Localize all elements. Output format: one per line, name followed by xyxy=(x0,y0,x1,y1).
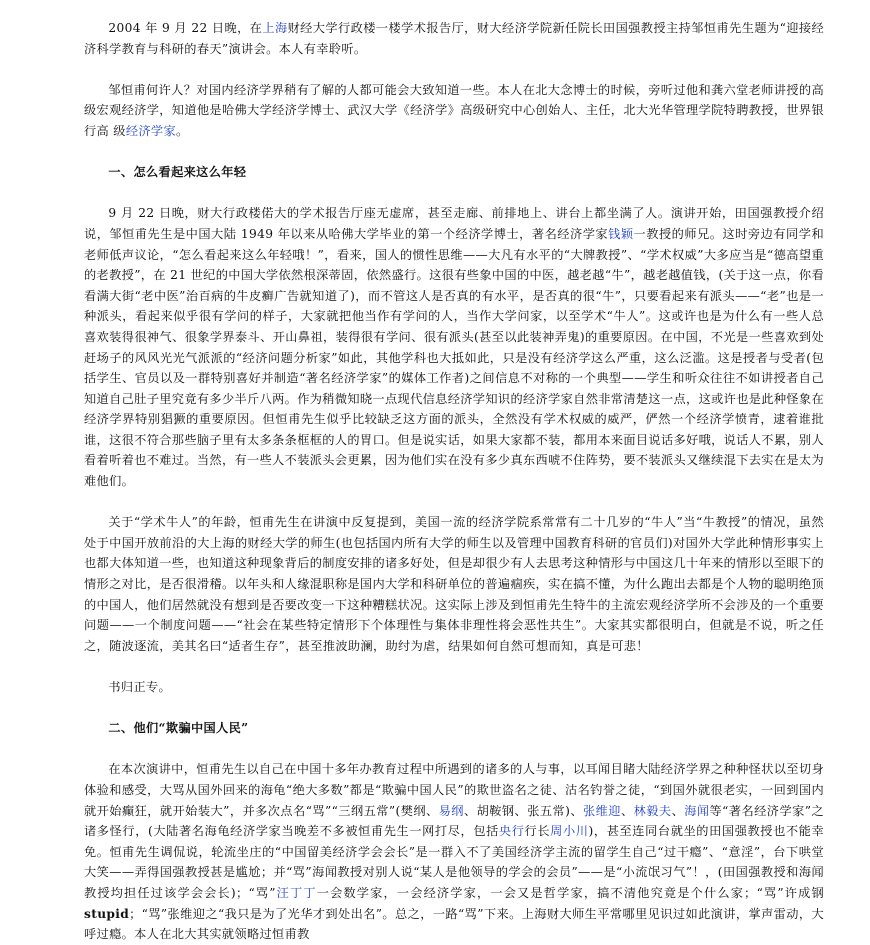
paragraph-intro: 2004 年 9 月 22 日晚，在上海财经大学行政楼一楼学术报告厅，财大经济学院新任院长田国强教授主持邹恒甫先生题为“迎接经济科学教育与科研的春天”演讲会。本人有幸聆听。 xyxy=(84,21,824,56)
paragraph-section1-age: 关于“学术牛人”的年龄，恒甫先生在讲演中反复提到，美国一流的经济学院系常常有二十几岁的“牛人”当“牛教授”的情况，虽然处于中国开放前沿的大上海的财经大学的师生(也包括国内所有大学的师生以及管理中国教育科研的官员们)对国外大学此种情形事实上也都大体知道一些，也知道这种现象背后的制度安排的诸多好处，但是却很少有人去思考这种情形与中国这几十年来的情形以至眼下的情形之对比，是否很滑稽。以年头和人缘混职称是国内大学和科研单位的普遍痼疾，实在搞不懂，为什么跑出去都是个人物的聪明绝顶的中国人，他们居然就没有想到是否要改变一下这种糟糕状况。这实际上涉及到恒甫先生特牛的主流宏观经济学所不会涉及的一个重要问题——一个制度问题——“社会在某些特定情形下个体理性与集体非理性将会恶性共生”。大家其实都很明白，但就是不说，听之任之，随波逐流，美其名曰“适者生存”，甚至推波助澜，助纣为虐，结果如何自然可想而知，真是可悲！ xyxy=(84,515,824,653)
stupid-text: stupid xyxy=(84,906,130,921)
link-zhou-xiaochuan[interactable]: 周小川 xyxy=(550,824,589,839)
link-wang-dingding[interactable]: 汪丁丁 xyxy=(275,885,317,900)
link-hai-wen[interactable]: 海闻 xyxy=(684,803,710,818)
section-heading-2: 二、他们“欺骗中国人民” xyxy=(108,721,249,736)
link-central-bank[interactable]: 央行 xyxy=(498,824,525,839)
article-body xyxy=(84,0,824,945)
link-shanghai[interactable]: 上海 xyxy=(262,21,288,35)
link-economist[interactable]: 经济学家 xyxy=(125,123,176,138)
paragraph-background: 邹恒甫何许人？对国内经济学界稍有了解的人都可能会大致知道一些。本人在北大念博士的时候，旁听过他和龚六堂老师讲授的高级宏观经济学，知道他是哈佛大学经济学博士、武汉大学《经济学》高级研究中心创始人、主任，北大光华管理学院特聘教授，世界银行高 级经济学家。 xyxy=(84,82,824,138)
section-heading-1: 一、怎么看起来这么年轻 xyxy=(108,165,247,180)
link-zhang-weiying[interactable]: 张维迎 xyxy=(583,803,621,818)
paragraph-section2-main: 在本次演讲中，恒甫先生以自己在中国十多年办教育过程中所遇到的诸多的人与事，以耳闻目睹大陆经济学界之种种怪状以至切身体验和感受，大骂从国外回来的海龟“绝大多数”都是“欺骗中国人民”的欺世盗名之徒、沽名钓誉之徒，“到国外就很老实，一回到国内就开始癫狂，就开始装大”，并多次点名“骂”“三纲五常”(樊纲、易纲、胡鞍钢、张五常)、张维迎、林毅夫、海闻等“著名经济学家”之诸多怪行，(大陆著名海龟经济学家当晚差不多被恒甫先生一网打尽，包括央行行长周小川)，甚至连同台就坐的田国强教授也不能幸免。恒甫先生调侃说，轮流坐庄的“中国留美经济学会会长”是一群入不了美国经济学主流的留学生自己“过干瘾”、“意淫”，台下哄堂大笑——弄得国强教授甚是尴尬；并“骂”海闻教授对别人说“某人是他领导的学会的会员”——是“小流氓习气”！，(田国强教授和海闻教授均担任过该学会会长)；“骂”汪丁丁一会数学家，一会经济学家，一会又是哲学家，搞不清他究竟是个什么家；“骂”许成钢 stupid；“骂”张维迎之“我只是为了光华才到处出名”。总之，一路“骂”下来。上海财大师生平常哪里见识过如此演讲，掌声雷动，大呼过瘾。本人在北大其实就领略过恒甫教 xyxy=(84,762,825,942)
link-yi-gang[interactable]: 易纲 xyxy=(438,803,464,818)
paragraph-section1-main: 9 月 22 日晚，财大行政楼偌大的学术报告厅座无虚席，甚至走廊、前排地上、讲台上都坐满了人。演讲开始，田国强教授介绍说，邹恒甫先生是中国大陆 1949 年以来从哈佛大学毕业的第一个经济学博士，著名经济学家钱颖一教授的师兄。这时旁边有同学和老师低声议论，“怎么看起来这么年轻哦！”，看来，国人的惯性思维——大凡有水平的“大牌教授”、“学术权威”大多应当是“德高望重的老教授”，在 21 世纪的中国大学依然根深蒂固，依然盛行。这很有些象中国的中医，越老越“牛”，越老越值钱，(关于这一点，你看看满大街“老中医”治百病的牛皮癣广告就知道了)，而不管这人是否真的有水平，是否真的很“牛”，只要看起来有派头——“老”也是一种派头，看起来似乎很有学问的样子，大家就把他当作有学问的人，当作大学问家，以至学术“牛人”。这或许也是为什么有一些人总喜欢装得很神气、很象学界泰斗、开山鼻祖，装得很有学问、很有派头(甚至以此装神弄鬼)的重要原因。在中国，不光是一些喜欢到处赶场子的风风光光气派派的“经济问题分析家”如此，其他学科也大抵如此，只是没有经济学这么严重，这么泛滥。这是授者与受者(包括学生、官员以及一群特别喜好并制造“著名经济学家”的媒体工作者)之间信息不对称的一个典型——学生和听众往往不如讲授者自己知道自己肚子里究竟有多少半斤八两。作为稍微知晓一点现代信息经济学知识的经济学家自然非常清楚这一点，这或许也是此种怪象在经济学界特别猖獗的重要原因。但恒甫先生似乎比较缺乏这方面的派头，全然没有学术权威的威严，俨然一个经济学愤青，逮着谁批谁，这很不符合那些脑子里有太多条条框框的人的胃口。但是说实话，如果大家都不装，都用本来面目说话多好哦，说话人不累，别人看着听着也不难过。当然，有一些人不装派头会更累，因为他们实在没有多少真东西唬不住阵势，要不装派头又继续混下去实在是太为难他们。 xyxy=(84,206,825,489)
paragraph-transition: 书归正专。 xyxy=(108,680,172,694)
link-qian-ying[interactable]: 钱颖 xyxy=(608,226,634,241)
link-lin-yifu[interactable]: 林毅夫 xyxy=(633,803,672,818)
